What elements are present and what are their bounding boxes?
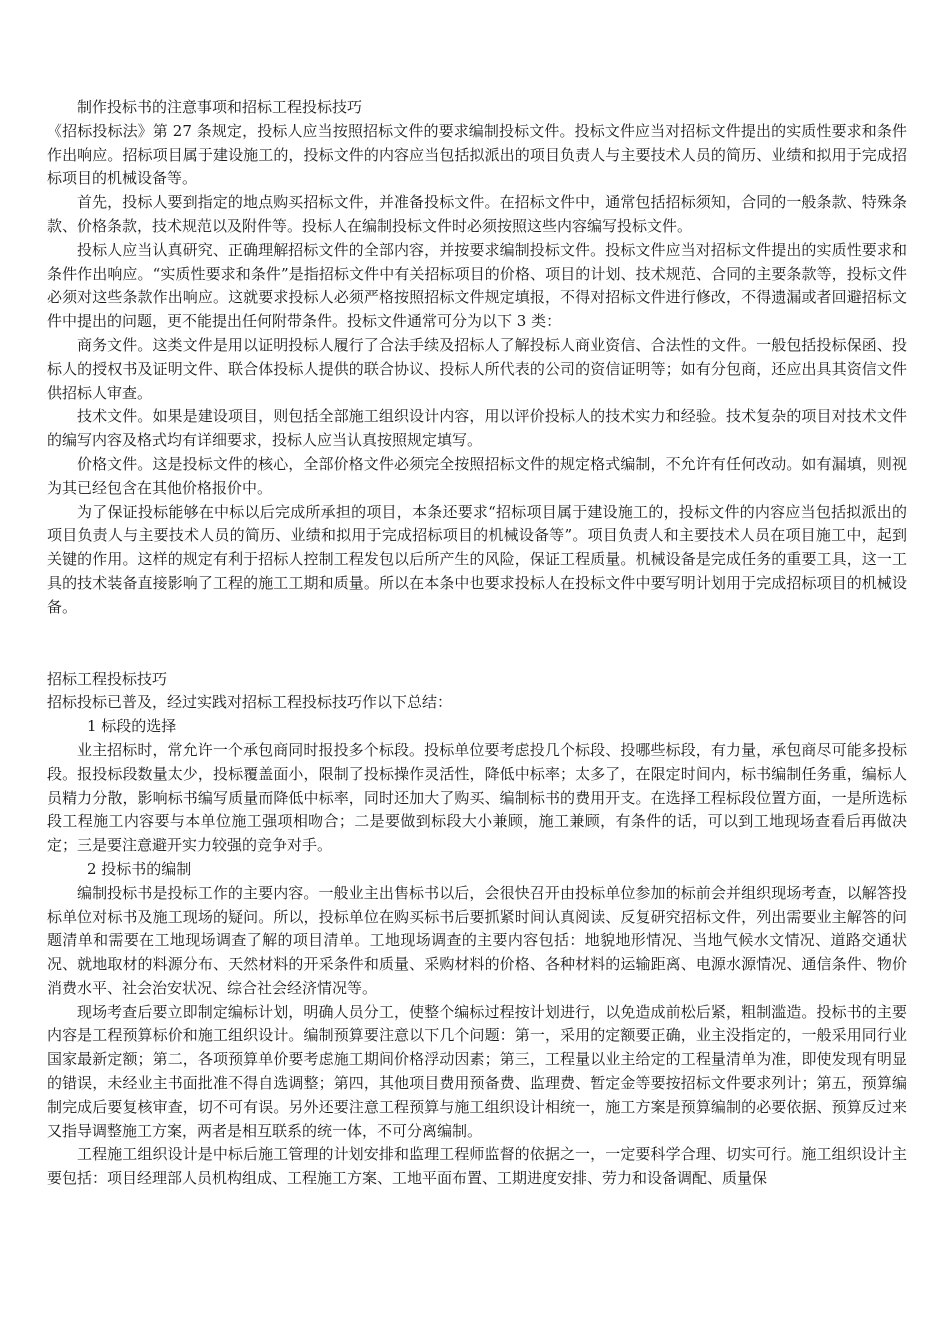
paragraph-law-article-27: 《招标投标法》第 27 条规定，投标人应当按照招标文件的要求编制投标文件。投标文件应当对招标文件提出的实质性要求和条件作出响应。招标项目属于建设施工的，投标文件的内容应当包括拟派出的项目负责人与主要技术人员的简历、业绩和拟用于完成招标项目的机械设备等。 [47, 121, 907, 188]
paragraph-estimate-planning: 现场考查后要立即制定编标计划，明确人员分工，使整个编标过程按计划进行，以免造成前松后紧，粗制滥造。投标书的主要内容是工程预算标价和施工组织设计。编制预算要注意以下几个问题：第一，采用的定额要正确，业主没指定的，一般采用同行业国家最新定额；第二，各项预算单价要考虑施工期间价格浮动因素；第三，工程量以业主给定的工程量清单为准，即使发现有明显的错误，未经业主书面批准不得自选调整；第四，其他项目费用预备费、监理费、暂定金等要按招标文件要求列计；第五，预算编制完成后要复核审查，切不可有误。另外还要注意工程预算与施工组织设计相统一，施工方案是预算编制的必要依据、预算反过来又指导调整施工方案，两者是相互联系的统一体，不可分离编制。 [47, 1002, 907, 1140]
paragraph-construction-organization: 工程施工组织设计是中标后施工管理的计划安排和监理工程师监督的依据之一，一定要科学合理、切实可行。施工组织设计主要包括：项目经理部人员机构组成、工程施工方案、工地平面布置、工期进度安排、劳力和设备调配、质量保 [47, 1145, 907, 1188]
section-intro: 招标投标已普及，经过实践对招标工程投标技巧作以下总结： [47, 693, 453, 712]
document-title: 制作投标书的注意事项和招标工程投标技巧 [77, 98, 363, 116]
paragraph-purchase-documents: 首先，投标人要到指定的地点购买招标文件，并准备投标文件。在招标文件中，通常包括招标须知，合同的一般条款、特殊条款、价格条款，技术规范以及附件等。投标人在编制投标文件时必须按照这些内容编写投标文件。 [47, 193, 907, 235]
paragraph-lot-selection: 业主招标时，常允许一个承包商同时报投多个标段。投标单位要考虑投几个标段、投哪些标段，有力量，承包商尽可能多投标段。报投标段数量太少，投标覆盖面小，限制了投标操作灵活性，降低中标率；太多了，在限定时间内，标书编制任务重，编标人员精力分散，影响标书编写质量而降低中标率，同时还加大了购买、编制标书的费用开支。在选择工程标段位置方面，一是所选标段工程施工内容要与本单位施工强项相吻合；二是要做到标段大小兼顾，施工兼顾，有条件的话，可以到工地现场查看后再做决定；三是要注意避开实力较强的竞争对手。 [47, 740, 907, 855]
paragraph-bid-preparation: 编制投标书是投标工作的主要内容。一般业主出售标书以后，会很快召开由投标单位参加的标前会并组织现场考查，以解答投标单位对标书及施工现场的疑问。所以，投标单位在购买标书后要抓紧时间认真阅读、反复研究招标文件，列出需要业主解答的问题清单和需要在工地现场调查了解的项目清单。工地现场调查的主要内容包括：地貌地形情况、当地气候水文情况、道路交通状况、就地取材的料源分布、天然材料的开采条件和质量、采购材料的价格、各种材料的运输距离、电源水源情况、通信条件、物价消费水平、社会治安状况、综合社会经济情况等。 [47, 883, 907, 997]
subheading-lot-selection: 1 标段的选择 [87, 717, 177, 736]
section-heading-bidding-tips: 招标工程投标技巧 [47, 669, 168, 688]
subheading-bid-preparation: 2 投标书的编制 [87, 859, 192, 878]
section-spacer [47, 620, 907, 668]
paragraph-commercial-documents: 商务文件。这类文件是用以证明投标人履行了合法手续及招标人了解投标人商业资信、合法性的文件。一般包括投标保函、投标人的授权书及证明文件、联合体投标人提供的联合协议、投标人所代表的公司的资信证明等；如有分包商，还应出具其资信文件供招标人审查。 [47, 335, 907, 402]
document-page [47, 96, 907, 1191]
paragraph-substantive-requirements: 投标人应当认真研究、正确理解招标文件的全部内容，并按要求编制投标文件。投标文件应当对招标文件提出的实质性要求和条件作出响应。“实质性要求和条件”是指招标文件中有关招标项目的价格、项目的计划、技术规范、合同的主要条款等，投标文件必须对这些条款作出响应。这就要求投标人必须严格按照招标文件规定填报，不得对招标文件进行修改，不得遗漏或者回避招标文件中提出的问题，更不能提出任何附带条件。投标文件通常可分为以下 3 类： [47, 240, 907, 331]
paragraph-project-personnel: 为了保证投标能够在中标以后完成所承担的项目，本条还要求“招标项目属于建设施工的，投标文件的内容应当包括拟派出的项目负责人与主要技术人员的简历、业绩和拟用于完成招标项目的机械设备等”。项目负责人和主要技术人员在项目施工中，起到关键的作用。这样的规定有利于招标人控制工程发包以后所产生的风险，保证工程质量。机械设备是完成任务的重要工具，这一工具的技术装备直接影响了工程的施工工期和质量。所以在本条中也要求投标人在投标文件中要写明计划用于完成招标项目的机械设备。 [47, 502, 907, 616]
paragraph-price-documents: 价格文件。这是投标文件的核心，全部价格文件必须完全按照招标文件的规定格式编制，不允许有任何改动。如有漏填，则视为其已经包含在其他价格报价中。 [47, 454, 907, 497]
paragraph-technical-documents: 技术文件。如果是建设项目，则包括全部施工组织设计内容，用以评价投标人的技术实力和经验。技术复杂的项目对技术文件的编写内容及格式均有详细要求，投标人应当认真按照规定填写。 [47, 407, 907, 450]
